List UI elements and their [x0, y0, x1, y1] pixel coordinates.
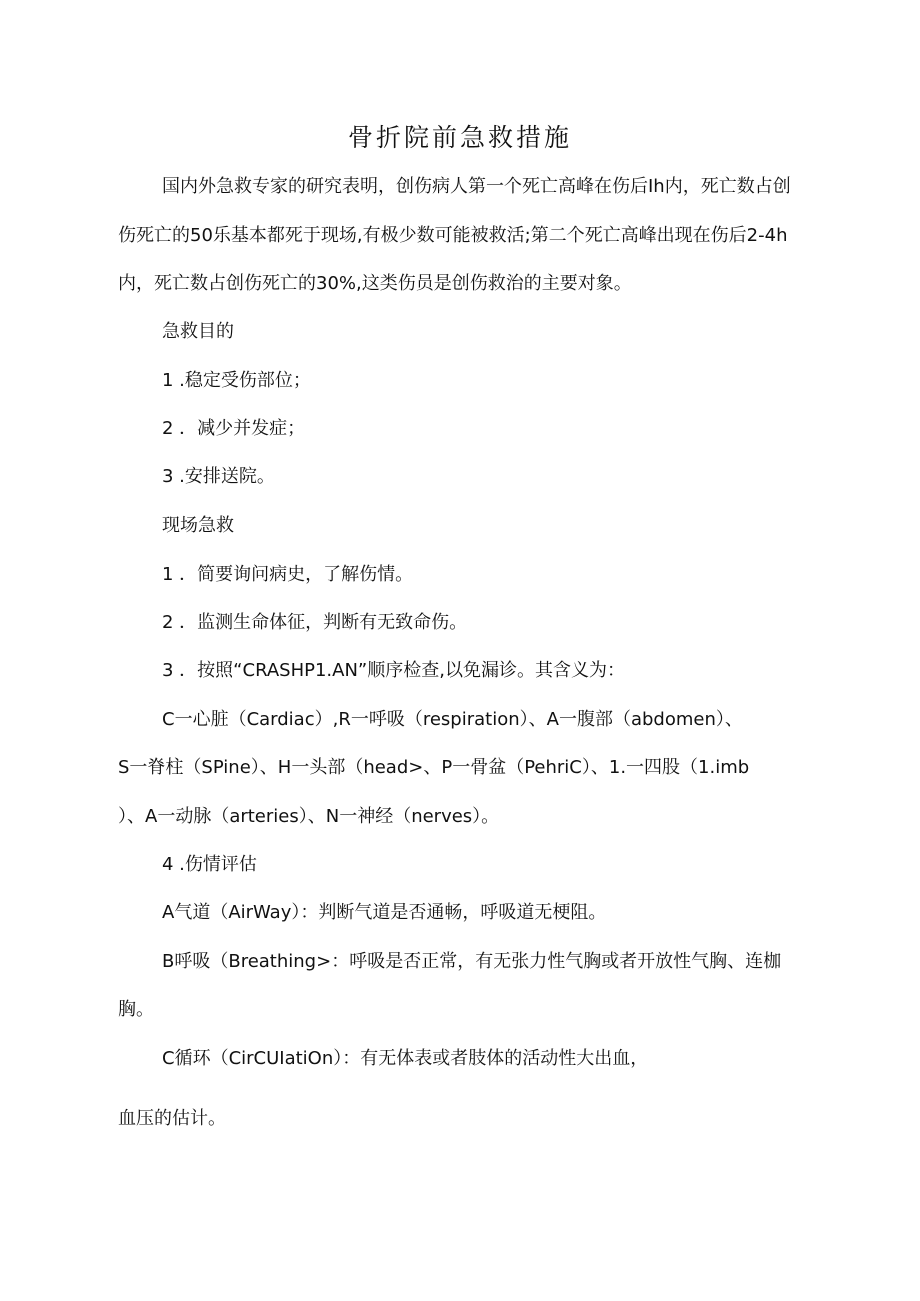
document-title: 骨折院前急救措施	[347, 123, 572, 152]
paragraph-line: 胸。	[118, 999, 154, 1020]
list-item: 1 ．简要询问病史，了解伤情。	[162, 564, 414, 585]
paragraph-line: C循环（CirCUIatiOn）：有无体表或者肢体的活动性大出血，	[162, 1048, 649, 1069]
list-item: 3 .安排送院。	[162, 466, 275, 487]
section-heading: 急救目的	[162, 321, 234, 342]
paragraph-line: ）、A一动脉（arteries）、N一神经（nerves）。	[118, 806, 500, 827]
list-item: 4 .伤情评估	[162, 854, 257, 875]
paragraph-line: 国内外急救专家的研究表明，创伤病人第一个死亡高峰在伤后Ih内，死亡数占创	[162, 176, 791, 197]
list-item: 2 ．减少并发症；	[162, 418, 306, 439]
section-heading: 现场急救	[162, 515, 234, 536]
paragraph-line: 内，死亡数占创伤死亡的30%,这类伤员是创伤救治的主要对象。	[118, 273, 632, 294]
paragraph-line: 伤死亡的50乐基本都死于现场,有极少数可能被救活;第二个死亡高峰出现在伤后2-4h	[118, 225, 788, 246]
list-item: 2 ．监测生命体征，判断有无致命伤。	[162, 612, 468, 633]
paragraph-line: S一脊柱（SPine）、H一头部（head>、P一骨盆（PehriC）、1.一四股（1.imb	[118, 757, 750, 778]
paragraph-line: C一心脏（Cardiac）,R一呼吸（respiration）、A一腹部（abdomen）、	[162, 709, 743, 730]
list-item: 1 .稳定受伤部位；	[162, 370, 311, 391]
paragraph-line: 血压的估计。	[118, 1108, 226, 1129]
paragraph-line: A气道（AirWay）：判断气道是否通畅，呼吸道无梗阻。	[162, 902, 607, 923]
paragraph-line: B呼吸（Breathing>：呼吸是否正常，有无张力性气胸或者开放性气胸、连枷	[162, 951, 782, 972]
list-item: 3 ．按照“CRASHP1.AN”顺序检查,以免漏诊。其含义为：	[162, 660, 625, 681]
